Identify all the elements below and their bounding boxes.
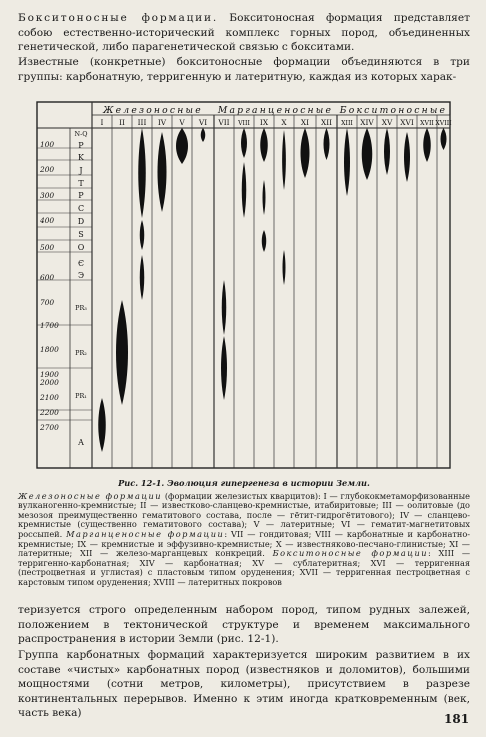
period-label-1: N-Q <box>74 130 88 138</box>
time-label-3: 300 <box>40 191 55 200</box>
evolution-figure <box>34 100 454 472</box>
column-label-10: X <box>281 118 287 127</box>
column-label-18: XVIII <box>435 120 452 127</box>
time-label-12: 2100 <box>40 393 59 402</box>
lens-XVIII <box>441 128 447 150</box>
lens-IX-c <box>262 230 267 252</box>
lens-III-c <box>140 255 145 300</box>
period-label-3: K <box>78 153 84 162</box>
period-label-4: J <box>79 166 83 175</box>
caption-group-bauxite: Бокситоносные формации <box>272 548 429 559</box>
period-label-10: O <box>77 243 85 252</box>
section-heading: Бокситоносные формации. <box>18 12 219 24</box>
lens-III-a <box>138 128 146 218</box>
period-label-11: Є <box>77 259 85 268</box>
column-label-9: IX <box>259 118 269 127</box>
time-label-8: 1700 <box>40 321 59 330</box>
paragraph-3: теризуется строго определенным набором пород, типом рудных залежей, положением в тектонической структуре и временем максимального распространения в истории Земли (рис. 12-1). <box>18 604 470 646</box>
lens-XV <box>384 128 390 175</box>
column-label-17: XVII <box>420 120 434 127</box>
lens-XVI <box>404 132 410 182</box>
period-label-7: C <box>77 204 85 213</box>
lens-X-a <box>282 130 286 190</box>
column-label-2: II <box>119 118 125 127</box>
paragraph-4: Группа карбонатных формаций характеризуется широким развитием в их составе «чистых» карбонатных пород (известняков и доломитов), большими мощностями (сотни метров, километры), присутствием в разрезе континентальных перерывов. Именно к этим иногда кратковременным (век, часть века) <box>18 649 470 720</box>
figure-title: Рис. 12-1. Эволюция гипергенеза в истории Земли. <box>118 478 370 488</box>
period-label-14: PR₂ <box>75 349 87 357</box>
column-label-5: V <box>179 118 185 127</box>
page-number: 181 <box>444 712 470 726</box>
lens-V <box>176 128 188 164</box>
lens-III-b <box>140 220 145 250</box>
column-label-1: I <box>100 118 104 127</box>
lens-IX-b <box>263 180 266 215</box>
time-label-10: 1900 <box>40 370 59 379</box>
time-label-5: 500 <box>40 243 55 252</box>
caption-group-iron: Железоносные формации <box>18 490 163 501</box>
lens-IV <box>158 132 167 212</box>
column-label-14: XIV <box>360 118 374 127</box>
caption-text-iron: (формации железистых кварцитов): I — глубококметаморфизованные вулканогенно-кремнистые; II — известково-сланцево-кремнистые, итабиритовые; III — оолитовые (до мезозоя преимущественно гематитового состава, после — гётит-гидрогётитового); IV — сланцево-кремнистые (существенно гематитового состава); V — латеритные; VI — гематит-магнетитовых россыпей. <box>18 490 470 539</box>
lens-VII-b <box>221 336 227 400</box>
lens-XII <box>324 128 330 160</box>
figure-caption <box>18 479 470 588</box>
group-label-3: Бокситоносные <box>339 105 448 116</box>
lens-X-b <box>283 250 286 285</box>
column-label-11: XI <box>300 118 310 127</box>
period-label-12: Э <box>77 271 85 280</box>
period-label-5: T <box>78 179 84 188</box>
lens-XIV <box>362 128 373 180</box>
column-label-13: XIII <box>341 120 353 127</box>
column-label-15: XV <box>381 118 393 127</box>
period-label-15: PR₁ <box>75 392 87 400</box>
lens-I <box>98 398 106 452</box>
column-label-3: III <box>137 118 147 127</box>
lens-IX-a <box>260 128 268 162</box>
time-label-13: 2200 <box>40 408 59 417</box>
period-label-16: A <box>78 438 84 447</box>
lens-XIII <box>344 128 350 196</box>
time-label-6: 600 <box>40 273 55 282</box>
column-label-16: XVI <box>400 118 414 127</box>
caption-text-bauxite: : XIII — терригенно-карбонатная; XIV — карбонатная; XV — сублатеритная; XVI — терригенная (пестроцветная и углистая) с пластовым типом оруденения; XVII — терригенная пестроцветная с карстовым типом оруденения; XVIII — латеритных покровов <box>18 548 471 587</box>
column-label-6: VI <box>198 118 208 127</box>
group-label-1: Железоносные <box>103 105 203 116</box>
time-label-7: 700 <box>40 298 55 307</box>
lens-XVII <box>423 128 431 162</box>
lens-VII-a <box>222 280 227 335</box>
lens-VIII-b <box>242 162 247 218</box>
column-label-8: VIII <box>238 120 250 127</box>
time-label-4: 400 <box>40 216 55 225</box>
time-label-11: 2000 <box>40 378 59 387</box>
period-label-6: P <box>78 191 84 200</box>
column-label-4: IV <box>157 118 167 127</box>
period-label-2: P <box>78 141 84 150</box>
time-label-1: 100 <box>40 140 55 149</box>
lens-XI <box>301 128 310 178</box>
time-label-2: 200 <box>40 165 55 174</box>
caption-body <box>18 492 470 588</box>
paragraph-1 <box>18 11 470 55</box>
group-label-2: Марганценосные <box>217 105 334 116</box>
paragraph-1-text: Бокситоносная формация представляет собою естественно-исторический комплекс горных пород, объединенных генетической, либо парагенетической связью с бокситами. <box>18 12 470 54</box>
lens-II <box>116 300 128 405</box>
time-label-9: 1800 <box>40 345 59 354</box>
lens-VI <box>201 128 206 142</box>
column-label-7: VII <box>218 118 230 127</box>
paragraph-2: Известные (конкретные) бокситоносные формации объединяются в три группы: карбонатную, терригенную и латеритную, каждая из которых харак- <box>18 56 470 83</box>
lens-VIII-a <box>241 128 247 158</box>
column-label-12: XII <box>320 118 333 127</box>
period-label-8: D <box>77 217 85 226</box>
time-label-14: 2700 <box>40 423 59 432</box>
caption-text-manganese: : VII — гондитовая; VIII — карбонатные и карбонатно-кремнистые; IX — кремнистые и эффузивно-кремнистые; X — известняково-песчано-глинистые; XI — латеритные; XII — железо-марганцевых конкреций. <box>18 528 471 559</box>
period-label-13: PR₃ <box>75 304 87 312</box>
caption-group-manganese: Марганценосные формации <box>66 528 225 539</box>
period-label-9: S <box>78 230 84 239</box>
